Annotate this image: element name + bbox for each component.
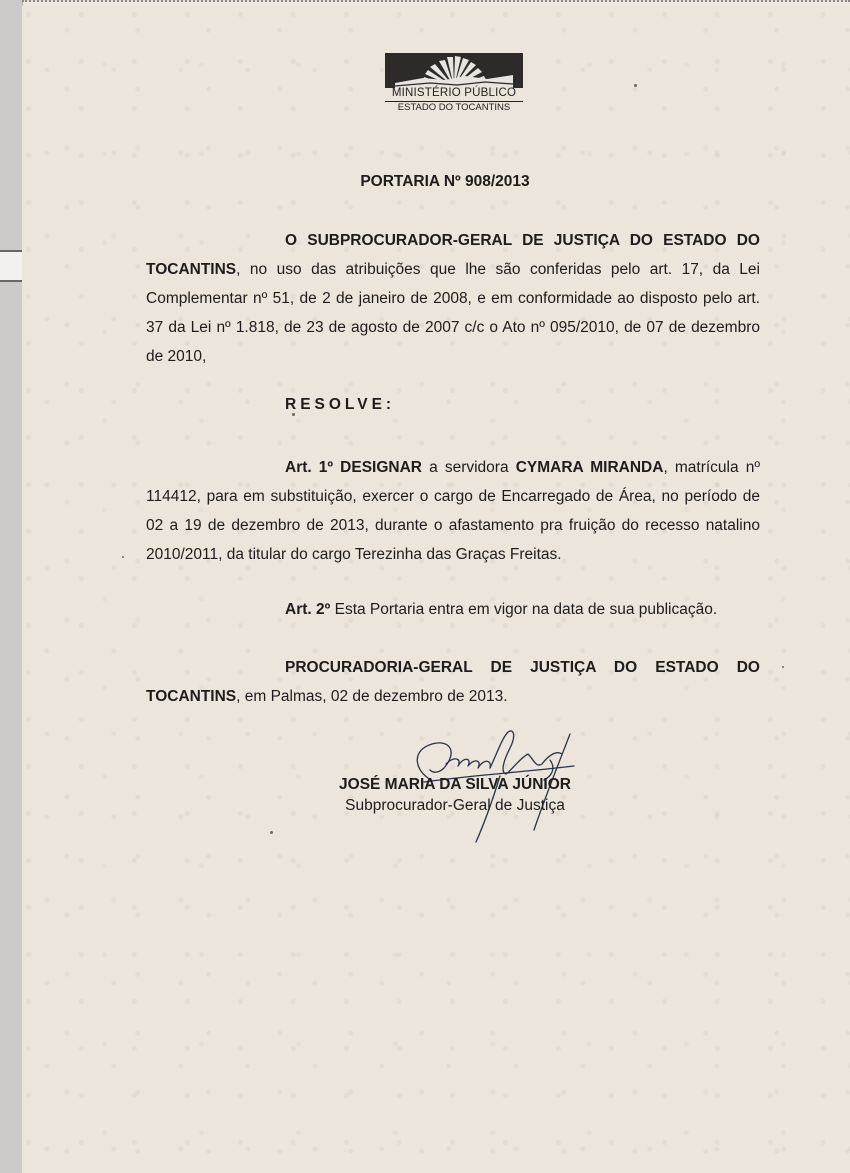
preamble-text: , no uso das atribuições que lhe são conferidas pelo art. 17, da Lei Complementar nº 51, de 2 de janeiro de 2008, e em conformidade ao disposto pelo art. 37 da Lei nº 1.818, de 23 de agosto de 2007 c/c o Ato nº 095/2010, de 07 de dezembro de 2010, <box>146 261 760 365</box>
article-1-name: CYMARA MIRANDA <box>515 459 664 476</box>
org-name: MINISTÉRIO PÚBLICO <box>391 87 517 99</box>
closing-place: PROCURADORIA-GERAL DE JUSTIÇA DO ESTADO DO TOCANTINS <box>146 659 760 705</box>
closing-text: , em Palmas, 02 de dezembro de 2013. <box>236 688 508 705</box>
article-1 <box>146 453 760 569</box>
article-1-label: Art. 1º DESIGNAR <box>285 459 422 476</box>
org-state: ESTADO DO TOCANTINS <box>397 102 511 113</box>
scanner-edge-marker <box>0 250 22 282</box>
ministerio-publico-logo <box>385 53 523 115</box>
document-title: PORTARIA Nº 908/2013 <box>360 173 530 190</box>
article-2-label: Art. 2º <box>285 601 331 618</box>
paper-speck <box>782 666 784 668</box>
article-1-text-cont: , matrícula nº 114412, para em substituição, exercer o cargo de Encarregado de Área, no período de 02 a 19 de dezembro de 2013, durante o afastamento pra fruição do recesso natalino 2010/2011, da titular do cargo Terezinha das Graças Freitas. <box>146 459 760 563</box>
paper-speck <box>270 831 273 834</box>
signatory-role: Subprocurador-Geral de Justiça <box>345 797 565 814</box>
paper-speck <box>122 556 124 558</box>
article-2-text: Esta Portaria entra em vigor na data de sua publicação. <box>330 601 718 618</box>
preamble-paragraph <box>146 226 760 371</box>
article-1-text: a servidora <box>422 459 516 476</box>
preamble-authority: O SUBPROCURADOR-GERAL DE JUSTIÇA DO ESTADO DO TOCANTINS <box>146 232 760 278</box>
article-2 <box>285 601 717 619</box>
paper-speck <box>634 84 637 87</box>
resolve-heading: RESOLVE: <box>285 396 396 413</box>
closing-paragraph <box>146 653 760 711</box>
sunburst-emblem-icon <box>385 53 523 88</box>
signatory-name: JOSÉ MARIA DA SILVA JÚNIOR <box>339 776 571 793</box>
